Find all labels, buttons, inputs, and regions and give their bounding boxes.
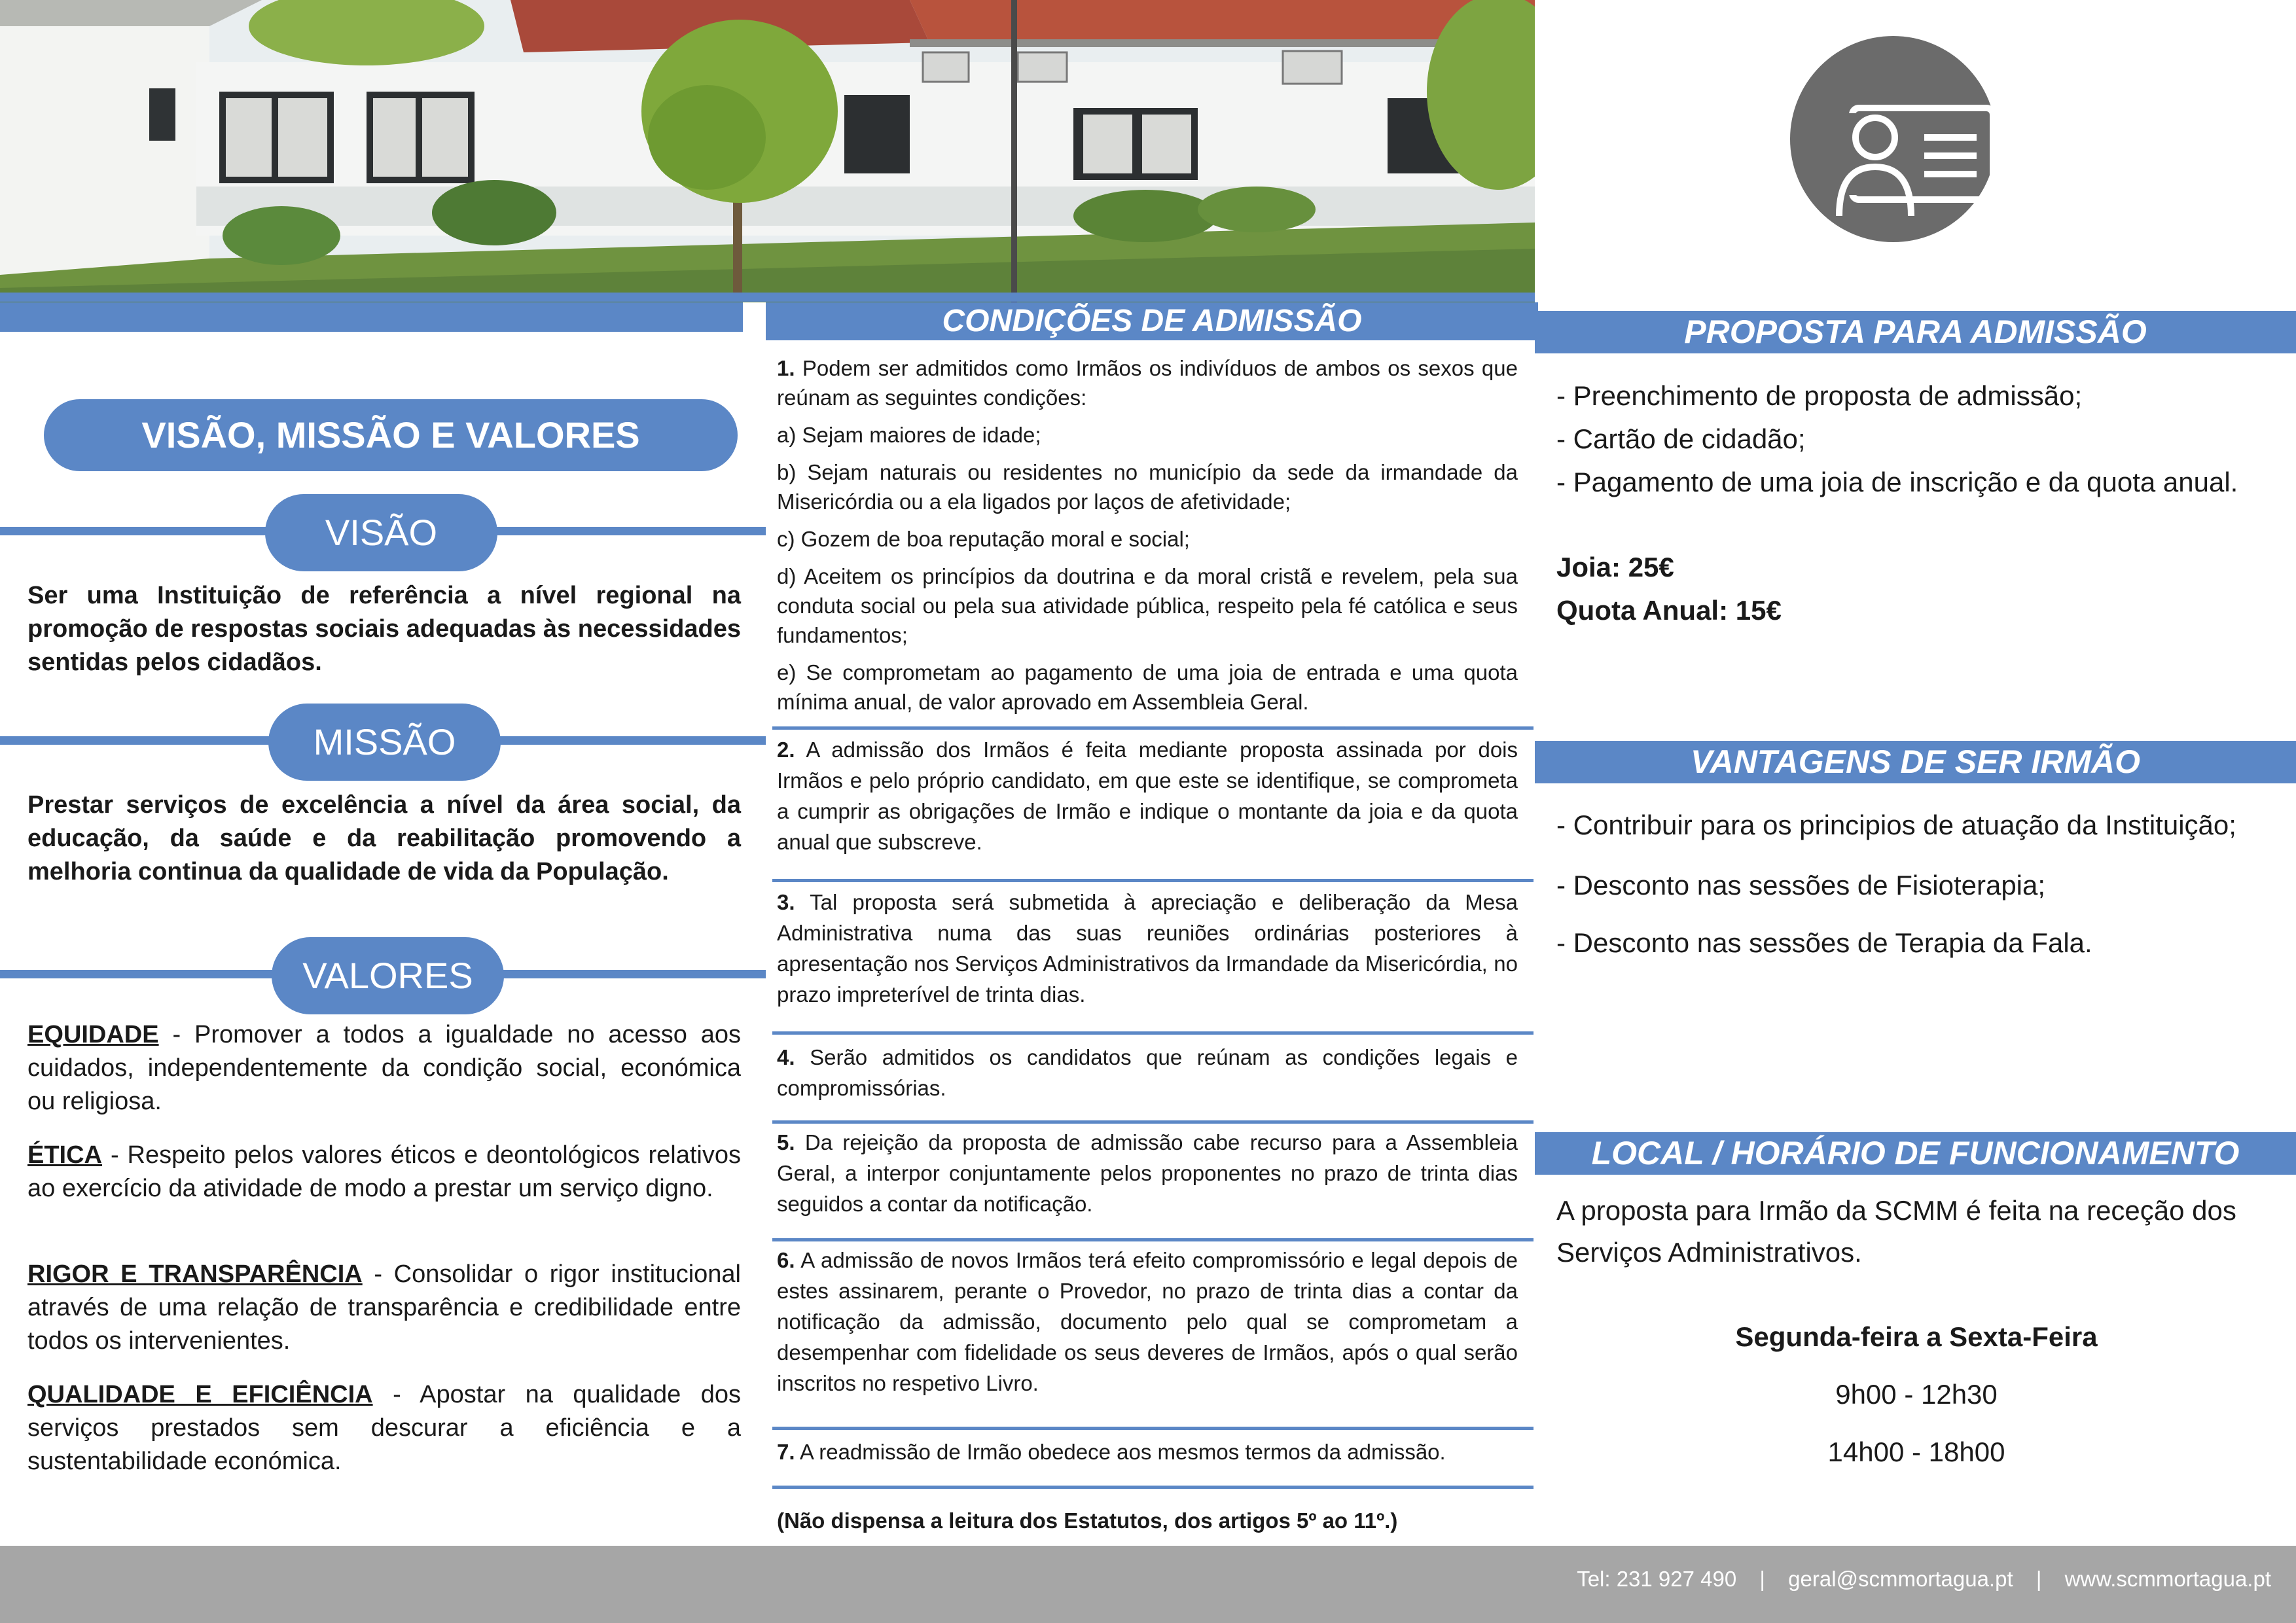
valor-key: EQUIDADE: [27, 1021, 159, 1048]
valor-key: RIGOR E TRANSPARÊNCIA: [27, 1260, 363, 1288]
valor-qualidade: [27, 1378, 741, 1478]
estatutos-note: (Não dispensa a leitura dos Estatutos, dos artigos 5º ao 11º.): [777, 1508, 1398, 1533]
condicao-1: [777, 353, 1518, 717]
condicao-1-intro: 1. Podem ser admitidos como Irmãos os indivíduos de ambos os sexos que reúnam as seguintes condições:: [777, 356, 1518, 410]
missao-heading: MISSÃO: [268, 704, 501, 781]
proposta-item: - Cartão de cidadão;: [1556, 423, 1806, 454]
condicao-divider: [772, 1486, 1534, 1489]
proposta-item: - Preenchimento de proposta de admissão;: [1556, 380, 2083, 411]
valor-equidade: [27, 1018, 741, 1118]
quota-value: Quota Anual: 15€: [1556, 595, 1782, 626]
condicao-1a: a) Sejam maiores de idade;: [777, 423, 1041, 447]
website-link[interactable]: www.scmmortagua.pt: [2064, 1567, 2271, 1591]
footer-contacts: [1577, 1567, 2271, 1592]
condicao-4: 4. Serão admitidos os candidatos que reúnam as condições legais e compromissórias.: [777, 1045, 1518, 1100]
condicao-divider: [772, 1238, 1534, 1241]
horario-afternoon: 14h00 - 18h00: [1827, 1436, 2005, 1467]
condicao-divider: [772, 1427, 1534, 1430]
local-text: A proposta para Irmão da SCMM é feita na receção dos Serviços Administrativos.: [1556, 1195, 2236, 1268]
condicao-3: 3. Tal proposta será submetida à apreciação e deliberação da Mesa Administrativa numa das suas reuniões ordinárias posteriores à apresentação nos Serviços Administrativos da Irmandade da Misericórdia, no prazo impreterível de trinta dias.: [777, 890, 1518, 1007]
footer: [0, 1546, 2296, 1623]
email-link[interactable]: geral@scmmortagua.pt: [1788, 1567, 2013, 1591]
horario-morning: 9h00 - 12h30: [1835, 1379, 1998, 1410]
middle-heading: CONDIÇÕES DE ADMISSÃO: [766, 302, 1538, 340]
condicao-1b: b) Sejam naturais ou residentes no município da sede da irmandade da Misericórdia ou a ela ligados por laços de afetividade;: [777, 460, 1518, 514]
valores-heading: VALORES: [272, 937, 504, 1014]
building-photo: [0, 0, 1535, 302]
joia-value: Joia: 25€: [1556, 552, 1674, 582]
vantagem-item: - Desconto nas sessões de Terapia da Fala.: [1556, 927, 2092, 958]
id-card-icon: [1790, 36, 1996, 242]
condicao-7: 7. A readmissão de Irmão obedece aos mesmos termos da admissão.: [777, 1440, 1446, 1464]
proposta-heading: PROPOSTA PARA ADMISSÃO: [1535, 311, 2296, 353]
vantagem-item: - Desconto nas sessões de Fisioterapia;: [1556, 870, 2046, 901]
valor-key: ÉTICA: [27, 1141, 102, 1169]
phone-number: Tel: 231 927 490: [1577, 1567, 1737, 1591]
condicao-divider: [772, 726, 1534, 730]
condicao-1e: e) Se comprometam ao pagamento de uma joia de entrada e uma quota mínima anual, de valor aprovado em Assembleia Geral.: [777, 660, 1518, 714]
proposta-item: - Pagamento de uma joia de inscrição e da quota anual.: [1556, 467, 2238, 497]
footer-separator: |: [1759, 1567, 1765, 1591]
valor-text: - Respeito pelos valores éticos e deontológicos relativos ao exercício da atividade de modo a prestar um serviço digno.: [27, 1141, 741, 1202]
left-header-band: [0, 302, 743, 332]
local-heading: LOCAL / HORÁRIO DE FUNCIONAMENTO: [1535, 1132, 2296, 1175]
condicao-2: 2. A admissão dos Irmãos é feita mediante proposta assinada por dois Irmãos e pelo próprio candidato, em que este se identifique, se comprometa a cumprir as obrigações de Irmão e indique o montante da joia e da quota anual que subscreve.: [777, 738, 1518, 854]
footer-separator: |: [2036, 1567, 2042, 1591]
top-divider: [0, 293, 1535, 302]
condicao-6: 6. A admissão de novos Irmãos terá efeito compromissório e legal depois de estes assinarem, perante o Provedor, no prazo de trinta dias a contar da notificação da admissão, documento pelo qual se comprometam a desempenhar com fidelidade os seus deveres de Irmãos, após o qual serão inscritos no respetivo Livro.: [777, 1248, 1518, 1395]
vantagem-item: - Contribuir para os principios de atuação da Instituição;: [1556, 810, 2236, 840]
valor-etica: [27, 1139, 741, 1205]
valor-rigor: [27, 1258, 741, 1358]
vantagens-heading: VANTAGENS DE SER IRMÃO: [1535, 741, 2296, 783]
valor-key: QUALIDADE E EFICIÊNCIA: [27, 1381, 373, 1408]
visao-text: Ser uma Instituição de referência a nível regional na promoção de respostas sociais adequadas às necessidades sentidas pelos cidadãos.: [27, 582, 741, 676]
valor-text: - Promover a todos a igualdade no acesso aos cuidados, independentemente da condição social, económica ou religiosa.: [27, 1021, 741, 1115]
visao-heading: VISÃO: [265, 494, 497, 571]
valor-text: - Consolidar o rigor institucional através de uma relação de transparência e credibilidade entre todos os intervenientes.: [27, 1260, 741, 1355]
valor-text: - Apostar na qualidade dos serviços prestados sem descurar a eficiência e a sustentabilidade económica.: [27, 1381, 741, 1475]
condicao-1d: d) Aceitem os princípios da doutrina e da moral cristã e revelem, pela sua conduta social ou pela sua atividade pública, respeito pela fé católica e seus fundamentos;: [777, 564, 1518, 647]
horario-days: Segunda-feira a Sexta-Feira: [1735, 1321, 2098, 1352]
condicao-divider: [772, 1031, 1534, 1035]
condicao-divider: [772, 879, 1534, 882]
missao-text: Prestar serviços de excelência a nível da área social, da educação, da saúde e da reabilitação promovendo a melhoria continua da qualidade de vida da População.: [27, 791, 741, 885]
condicao-1c: c) Gozem de boa reputação moral e social;: [777, 527, 1190, 551]
condicao-5: 5. Da rejeição da proposta de admissão cabe recurso para a Assembleia Geral, a interpor conjuntamente pelos proponentes no prazo de trinta dias seguidos a contar da notificação.: [777, 1130, 1518, 1216]
visao-missao-valores-title: VISÃO, MISSÃO E VALORES: [44, 399, 738, 471]
condicao-divider: [772, 1120, 1534, 1124]
